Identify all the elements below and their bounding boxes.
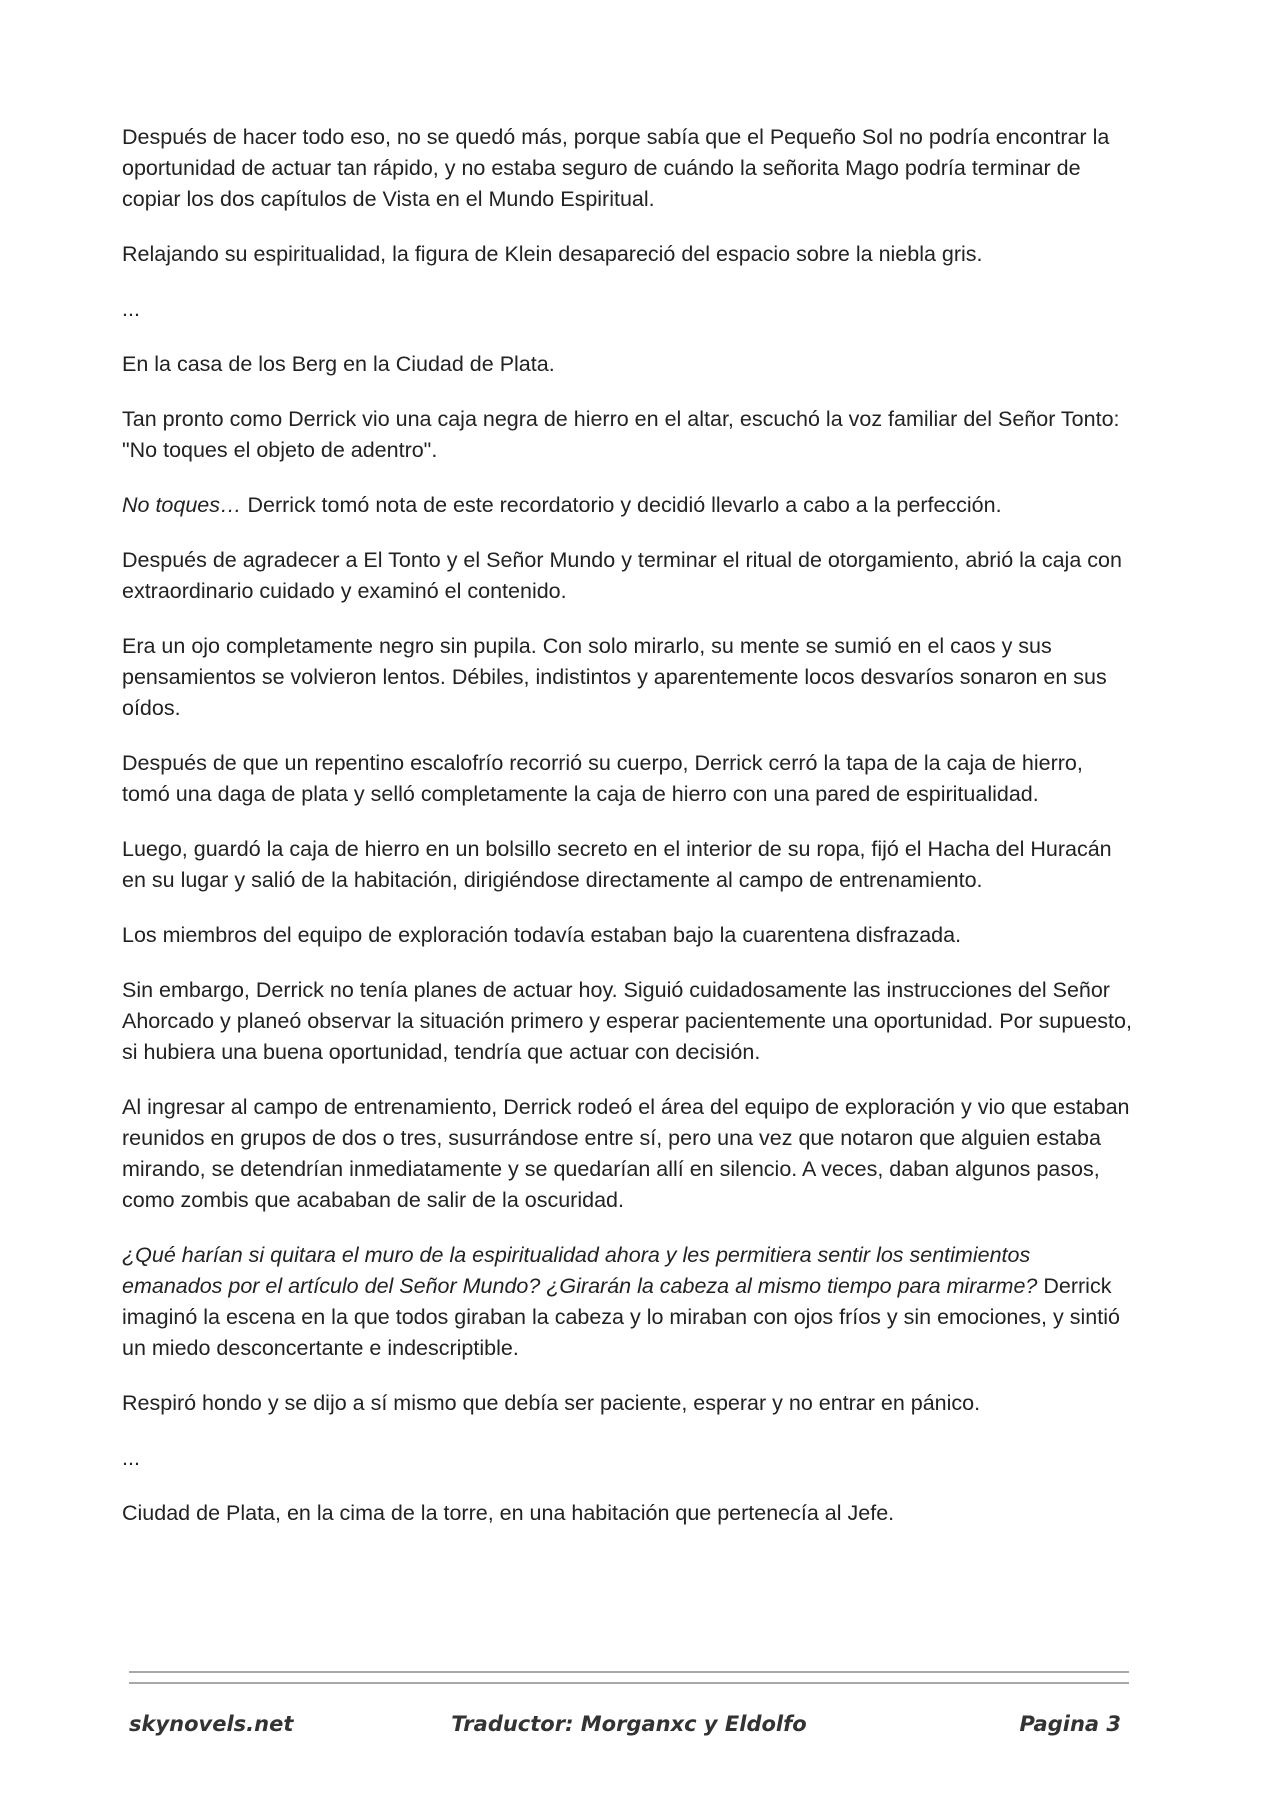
paragraph: Al ingresar al campo de entrenamiento, Derrick rodeó el área del equipo de exploración y vio que estaban reunidos en grupos de dos o tres, susurrándose entre sí, pero una vez que notaron que alguien estaba mirando, se detendrían inmediatamente y se quedarían allí en silencio. A veces, daban algunos pasos, como zombis que acababan de salir de la oscuridad.	[122, 1095, 1130, 1212]
paragraph: ¿Qué harían si quitara el muro de la espiritualidad ahora y les permitiera sentir los sentimientos emanados por el artículo del Señor Mundo? ¿Girarán la cabeza al mismo tiempo para mirarme? Derrick imaginó la escena en la que todos giraban la cabeza y lo miraban con ojos fríos y sin emociones, y sintió un miedo desconcertante e indescriptible.	[122, 1243, 1120, 1360]
scene-break: ...	[122, 297, 140, 321]
paragraph: Después de agradecer a El Tonto y el Señor Mundo y terminar el ritual de otorgamiento, abrió la caja con extraordinario cuidado y examinó el contenido.	[122, 548, 1122, 603]
paragraph: No toques… Derrick tomó nota de este recordatorio y decidió llevarlo a cabo a la perfección.	[122, 493, 1002, 517]
footer-translator: Traductor: Morganxc y Eldolfo	[451, 1712, 807, 1736]
italic-thought: No toques…	[122, 493, 242, 517]
paragraph: En la casa de los Berg en la Ciudad de Plata.	[122, 352, 555, 376]
paragraph: Ciudad de Plata, en la cima de la torre, en una habitación que pertenecía al Jefe.	[122, 1501, 895, 1525]
paragraph: Después de hacer todo eso, no se quedó más, porque sabía que el Pequeño Sol no podría encontrar la oportunidad de actuar tan rápido, y no estaba seguro de cuándo la señorita Mago podría terminar de copiar los dos capítulos de Vista en el Mundo Espiritual.	[122, 125, 1110, 211]
footer-page-number: Pagina 3	[1019, 1712, 1121, 1736]
paragraph: Respiró hondo y se dijo a sí mismo que debía ser paciente, esperar y no entrar en pánico.	[122, 1391, 981, 1415]
body-text	[122, 122, 1132, 1553]
paragraph: Después de que un repentino escalofrío recorrió su cuerpo, Derrick cerró la tapa de la caja de hierro, tomó una daga de plata y selló completamente la caja de hierro con una pared de espiritualidad.	[122, 751, 1083, 806]
footer-divider	[129, 1682, 1129, 1684]
paragraph: Los miembros del equipo de exploración todavía estaban bajo la cuarentena disfrazada.	[122, 923, 962, 947]
footer-site: skynovels.net	[129, 1712, 294, 1736]
paragraph: Tan pronto como Derrick vio una caja negra de hierro en el altar, escuchó la voz familiar del Señor Tonto: "No toques el objeto de adentro".	[122, 407, 1120, 462]
scene-break: ...	[122, 1446, 140, 1470]
italic-thought: ¿Qué harían si quitara el muro de la espiritualidad ahora y les permitiera sentir los sentimientos emanados por el artículo del Señor Mundo? ¿Girarán la cabeza al mismo tiempo para mirarme?	[122, 1243, 1038, 1298]
paragraph: Relajando su espiritualidad, la figura de Klein desapareció del espacio sobre la niebla gris.	[122, 242, 983, 266]
paragraph: Luego, guardó la caja de hierro en un bolsillo secreto en el interior de su ropa, fijó el Hacha del Huracán en su lugar y salió de la habitación, dirigiéndose directamente al campo de entrenamiento.	[122, 837, 1112, 892]
paragraph: Sin embargo, Derrick no tenía planes de actuar hoy. Siguió cuidadosamente las instrucciones del Señor Ahorcado y planeó observar la situación primero y esperar pacientemente una oportunidad. Por supuesto, si hubiera una buena oportunidad, tendría que actuar con decisión.	[122, 978, 1132, 1064]
paragraph: Era un ojo completamente negro sin pupila. Con solo mirarlo, su mente se sumió en el caos y sus pensamientos se volvieron lentos. Débiles, indistintos y aparentemente locos desvaríos sonaron en sus oídos.	[122, 634, 1107, 720]
page-footer	[129, 1712, 1129, 1746]
footer-divider	[129, 1671, 1129, 1673]
